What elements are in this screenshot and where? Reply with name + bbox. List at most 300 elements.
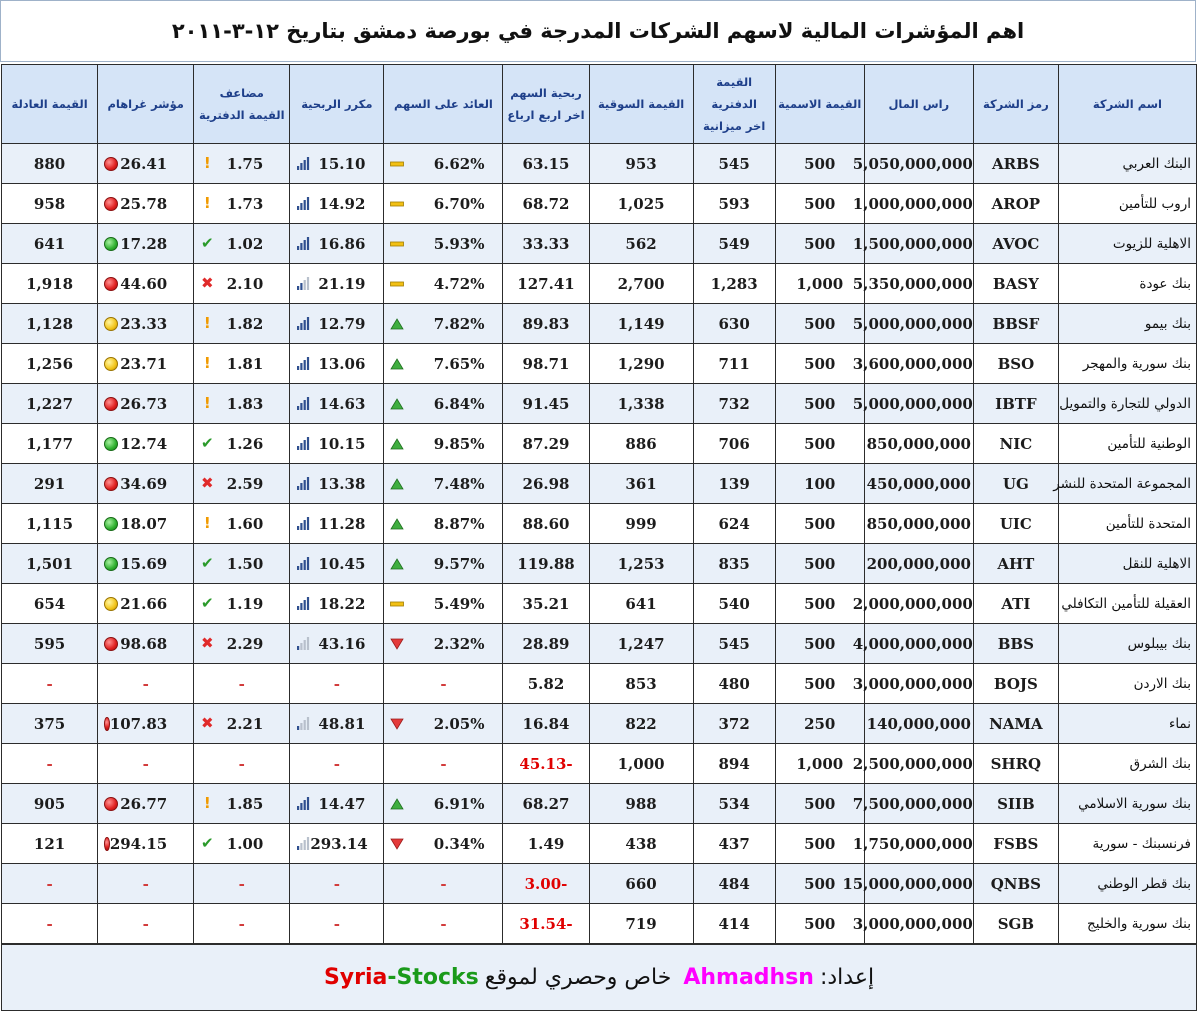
cell-symbol-value: IBTF — [995, 394, 1037, 413]
cell-pe-value: 14.63 — [318, 394, 366, 413]
cell-pe — [290, 864, 384, 904]
cell-pb-value: - — [238, 914, 245, 933]
cell-symbol-value: ARBS — [992, 154, 1040, 173]
flat-bar-icon — [390, 598, 404, 610]
cell-graham-value: 34.69 — [120, 474, 168, 493]
cell-capital-value: 850,000,000 — [866, 514, 971, 533]
table-row — [2, 344, 1197, 384]
cell-capital-value: 5,000,000,000 — [852, 314, 973, 333]
cell-pb — [194, 664, 290, 704]
cell-book-value: 593 — [718, 194, 750, 213]
cell-eps-value: 1.49 — [527, 834, 565, 853]
cell-pe — [290, 784, 384, 824]
red-circle-icon — [104, 157, 118, 171]
header-book-line2: اخر ميزانية — [703, 119, 766, 133]
cell-pb-value: 2.29 — [226, 634, 264, 653]
cell-pe — [290, 144, 384, 184]
cell-name — [1058, 224, 1196, 264]
cell-market — [589, 784, 693, 824]
cell-fair — [2, 224, 98, 264]
header-capital: راس المال — [864, 65, 973, 144]
cell-nominal — [775, 464, 864, 504]
cell-pb — [194, 184, 290, 224]
financial-indicators-table — [1, 64, 1197, 944]
cell-nominal — [775, 904, 864, 944]
cell-nominal-value: 1,000 — [796, 754, 844, 773]
bar-signal-icon — [296, 317, 310, 330]
cell-yield — [384, 344, 503, 384]
cell-nominal — [775, 504, 864, 544]
cell-yield-value: - — [440, 674, 447, 693]
cell-pe-value: 293.14 — [310, 834, 368, 853]
cell-capital-value: 1,750,000,000 — [852, 834, 973, 853]
cell-eps-value: 91.45 — [522, 394, 570, 413]
cell-capital-value: 2,500,000,000 — [852, 754, 973, 773]
cell-capital — [852, 344, 973, 384]
cell-name-value: اروب للتأمين — [1118, 195, 1191, 212]
cell-pb — [194, 264, 290, 304]
cell-nominal-value: 500 — [804, 914, 836, 933]
cell-book — [693, 224, 775, 264]
cell-symbol-value: SIIB — [997, 794, 1035, 813]
cell-eps — [503, 424, 589, 464]
cell-symbol — [973, 304, 1058, 344]
cell-nominal-value: 100 — [804, 474, 836, 493]
triangle-up-icon — [390, 798, 404, 810]
exclamation-icon: ! — [203, 354, 211, 372]
cell-market — [589, 664, 693, 704]
cell-market — [589, 184, 693, 224]
cell-fair — [2, 704, 98, 744]
cell-market-value: 719 — [625, 914, 657, 933]
cell-pb — [194, 784, 290, 824]
cell-fair — [2, 264, 98, 304]
cell-symbol-value: ATI — [1001, 594, 1031, 613]
cell-pb — [194, 624, 290, 664]
cell-capital — [852, 304, 973, 344]
cell-market — [589, 344, 693, 384]
cell-capital — [852, 264, 973, 304]
cell-symbol — [973, 264, 1058, 304]
cell-symbol-value: NAMA — [989, 714, 1043, 733]
triangle-up-icon — [390, 518, 404, 530]
cell-name — [1058, 784, 1196, 824]
cell-eps — [503, 824, 589, 864]
cell-yield-value: 9.85% — [433, 434, 485, 453]
cell-graham-value: 23.71 — [120, 354, 168, 373]
flat-bar-icon — [390, 278, 404, 290]
cell-fair — [2, 344, 98, 384]
cell-eps — [503, 584, 589, 624]
cell-pe-value: 14.92 — [318, 194, 366, 213]
cell-eps-value: 68.27 — [522, 794, 570, 813]
cell-pe — [290, 664, 384, 704]
cell-market — [589, 584, 693, 624]
cell-symbol-value: AVOC — [992, 234, 1040, 253]
cell-book-value: 372 — [718, 714, 750, 733]
cell-eps-value: 68.72 — [522, 194, 570, 213]
green-circle-icon — [104, 557, 118, 571]
cell-yield — [384, 464, 503, 504]
cell-fair — [2, 584, 98, 624]
header-symbol: رمز الشركة — [973, 65, 1058, 144]
cell-pb — [194, 344, 290, 384]
cell-name-value: الوطنية للتأمين — [1107, 435, 1191, 452]
table-row — [2, 464, 1197, 504]
green-circle-icon — [104, 517, 118, 531]
cell-pe-value: - — [333, 674, 340, 693]
cell-pb-value: 1.83 — [226, 394, 264, 413]
cell-pb-value: 1.50 — [226, 554, 264, 573]
cell-capital-value: 140,000,000 — [866, 714, 971, 733]
cell-name-value: العقيلة للتأمين التكافلي — [1061, 595, 1191, 612]
cell-yield-value: 2.05% — [433, 714, 485, 733]
cell-yield-value: 4.72% — [433, 274, 485, 293]
cell-graham-value: - — [142, 914, 149, 933]
cell-nominal-value: 500 — [804, 514, 836, 533]
cell-book — [693, 264, 775, 304]
cell-eps — [503, 904, 589, 944]
cell-market-value: 1,253 — [617, 554, 665, 573]
cell-capital-value: 3,600,000,000 — [852, 354, 973, 373]
cell-name — [1058, 704, 1196, 744]
cell-pe-value: - — [333, 914, 340, 933]
exclamation-icon: ! — [203, 514, 211, 532]
cell-graham-value: 107.83 — [109, 714, 168, 733]
cell-pe-value: - — [333, 754, 340, 773]
cell-book — [693, 144, 775, 184]
cell-nominal — [775, 824, 864, 864]
cell-graham — [98, 584, 194, 624]
cell-pe-value: 12.79 — [318, 314, 366, 333]
table-row — [2, 144, 1197, 184]
cell-nominal — [775, 184, 864, 224]
table-row — [2, 704, 1197, 744]
footer-site-part2: Stocks — [396, 965, 479, 990]
cell-pb-value: 1.02 — [226, 234, 264, 253]
cell-symbol-value: BOJS — [993, 674, 1038, 693]
cell-eps-value: -31.54 — [519, 914, 573, 933]
cell-name — [1058, 184, 1196, 224]
cell-book — [693, 664, 775, 704]
table-row — [2, 384, 1197, 424]
cell-capital — [852, 824, 973, 864]
cell-book-value: 484 — [718, 874, 750, 893]
cell-yield-value: 5.93% — [433, 234, 485, 253]
cell-pe — [290, 544, 384, 584]
cell-book-value: 139 — [718, 474, 750, 493]
cell-name-value: بنك سورية الاسلامي — [1078, 795, 1191, 812]
cell-nominal — [775, 384, 864, 424]
cell-fair-value: 1,918 — [26, 274, 74, 293]
cell-nominal-value: 500 — [804, 874, 836, 893]
cell-market — [589, 504, 693, 544]
cell-fair-value: 654 — [33, 594, 66, 613]
cell-pe — [290, 184, 384, 224]
bar-signal-icon — [296, 637, 310, 650]
header-pb — [194, 65, 290, 144]
cell-capital-value: 5,050,000,000 — [852, 154, 973, 173]
bar-signal-icon — [296, 197, 310, 210]
cell-graham-value: 21.66 — [120, 594, 168, 613]
cell-eps — [503, 384, 589, 424]
cell-book — [693, 904, 775, 944]
cell-eps — [503, 624, 589, 664]
cell-symbol — [973, 464, 1058, 504]
cell-symbol — [973, 584, 1058, 624]
cell-fair-value: 1,115 — [26, 514, 74, 533]
cell-nominal-value: 500 — [804, 634, 836, 653]
cell-symbol — [973, 424, 1058, 464]
cell-capital-value: 5,350,000,000 — [852, 274, 973, 293]
cell-pe — [290, 264, 384, 304]
cell-yield — [384, 704, 503, 744]
cell-name-value: بنك الشرق — [1129, 755, 1191, 772]
cell-name — [1053, 464, 1196, 504]
cell-pb — [194, 744, 290, 784]
cell-yield-value: 6.70% — [433, 194, 485, 213]
cell-symbol — [973, 824, 1058, 864]
cell-fair — [2, 624, 98, 664]
red-circle-icon — [104, 637, 118, 651]
cell-capital — [852, 224, 973, 264]
cell-eps — [503, 144, 589, 184]
cell-eps-value: 87.29 — [522, 434, 570, 453]
cell-graham — [98, 344, 194, 384]
cell-pb-value: 2.10 — [226, 274, 264, 293]
table-row — [2, 224, 1197, 264]
cell-fair-value: - — [46, 754, 53, 773]
cell-book — [693, 424, 775, 464]
cell-pe — [290, 584, 384, 624]
header-nominal: القيمة الاسمية — [775, 65, 864, 144]
cell-name — [1058, 544, 1196, 584]
cell-eps-value: 35.21 — [522, 594, 570, 613]
cell-pb-value: 1.73 — [226, 194, 264, 213]
cell-name — [1058, 744, 1196, 784]
cell-name — [1058, 304, 1196, 344]
cell-name-value: بنك سورية والخليج — [1087, 915, 1191, 932]
cell-eps-value: 26.98 — [522, 474, 570, 493]
cell-eps — [503, 744, 589, 784]
cell-market-value: 853 — [625, 674, 657, 693]
cell-capital-value: 850,000,000 — [866, 434, 971, 453]
cell-pb — [194, 504, 290, 544]
cell-pe-value: 13.38 — [318, 474, 366, 493]
cell-market — [589, 424, 693, 464]
cell-fair-value: 291 — [33, 474, 66, 493]
cell-fair — [2, 544, 98, 584]
checkmark-icon: ✔ — [200, 554, 214, 572]
cell-pe — [290, 344, 384, 384]
cell-name-value: بنك بيبلوس — [1127, 635, 1191, 652]
cell-market — [589, 544, 693, 584]
cell-eps-value: -45.13 — [519, 754, 573, 773]
cell-yield-value: 6.91% — [433, 794, 485, 813]
cell-pb-value: 1.60 — [226, 514, 264, 533]
cell-fair — [2, 424, 98, 464]
cell-book — [693, 304, 775, 344]
cell-capital-value: 2,000,000,000 — [852, 594, 973, 613]
cell-name-value: بنك قطر الوطني — [1097, 875, 1191, 892]
cell-eps-value: 5.82 — [527, 674, 565, 693]
cell-name — [1058, 624, 1196, 664]
cell-book-value: 545 — [718, 634, 750, 653]
cell-book-value: 414 — [718, 914, 750, 933]
cell-market — [589, 624, 693, 664]
cell-graham-value: 17.28 — [120, 234, 168, 253]
table-row — [2, 264, 1197, 304]
triangle-down-icon — [390, 638, 404, 650]
cell-capital — [852, 744, 973, 784]
cell-book-value: 732 — [718, 394, 750, 413]
cell-symbol-value: AROP — [991, 194, 1041, 213]
cell-pe — [290, 704, 384, 744]
cell-capital — [852, 184, 973, 224]
cell-pb-value: - — [238, 674, 245, 693]
cell-pb — [194, 424, 290, 464]
cell-capital — [864, 544, 973, 584]
cell-nominal — [775, 744, 864, 784]
cell-pb-value: 1.00 — [226, 834, 264, 853]
header-book-line1: القيمة الدفترية — [711, 75, 757, 111]
cell-capital-value: 450,000,000 — [866, 474, 971, 493]
cell-yield — [384, 384, 503, 424]
table-row — [2, 904, 1197, 944]
flat-bar-icon — [390, 198, 404, 210]
cell-yield-value: 9.57% — [433, 554, 485, 573]
table-row — [2, 544, 1197, 584]
cell-pb-value: - — [238, 874, 245, 893]
cell-book-value: 1,283 — [710, 274, 758, 293]
cell-graham-value: 26.73 — [120, 394, 168, 413]
cell-capital — [864, 504, 973, 544]
cell-eps — [503, 184, 589, 224]
cell-capital — [852, 784, 973, 824]
cell-market-value: 2,700 — [617, 274, 665, 293]
cell-graham — [98, 424, 194, 464]
table-row — [2, 504, 1197, 544]
triangle-up-icon — [390, 398, 404, 410]
cell-market — [589, 704, 693, 744]
cell-graham — [98, 504, 194, 544]
footer-site-part1: Syria — [323, 965, 388, 990]
cell-nominal-value: 1,000 — [796, 274, 844, 293]
cell-graham-value: 25.78 — [120, 194, 168, 213]
header-pb-line1: مضاعف — [219, 86, 264, 100]
cell-pe-value: 10.15 — [318, 434, 366, 453]
cell-market-value: 660 — [625, 874, 657, 893]
cell-pe — [290, 744, 384, 784]
cell-symbol-value: FSBS — [993, 834, 1039, 853]
cross-icon: ✖ — [200, 634, 214, 652]
cell-book — [693, 784, 775, 824]
cell-yield — [384, 784, 503, 824]
cell-market-value: 361 — [625, 474, 657, 493]
cell-graham-value: 15.69 — [120, 554, 168, 573]
cell-yield — [384, 824, 503, 864]
cell-pb-value: 1.75 — [226, 154, 264, 173]
cell-yield-value: - — [440, 914, 447, 933]
cell-name-value: الاهلية للنقل — [1122, 555, 1191, 572]
cell-book — [693, 704, 775, 744]
yellow-circle-icon — [104, 597, 118, 611]
cell-pe-value: - — [333, 874, 340, 893]
exclamation-icon: ! — [203, 394, 211, 412]
bar-signal-icon — [296, 277, 310, 290]
triangle-up-icon — [390, 438, 404, 450]
cell-pb-value: 2.21 — [226, 714, 264, 733]
cell-eps — [503, 464, 589, 504]
cell-symbol-value: SHRQ — [990, 754, 1042, 773]
bar-signal-icon — [296, 597, 310, 610]
cell-book — [693, 624, 775, 664]
cell-pe-value: 21.19 — [318, 274, 366, 293]
cell-eps-value: 127.41 — [517, 274, 575, 293]
cell-nominal — [775, 224, 864, 264]
cell-market-value: 988 — [625, 794, 657, 813]
cell-yield — [384, 304, 503, 344]
green-circle-icon — [104, 237, 118, 251]
cell-symbol-value: BSO — [997, 354, 1035, 373]
cell-nominal-value: 500 — [804, 354, 836, 373]
cell-nominal — [775, 264, 864, 304]
cell-yield — [384, 144, 503, 184]
cell-name-value: فرنسبنك - سورية — [1092, 835, 1191, 852]
cell-capital — [852, 144, 973, 184]
cell-book — [693, 504, 775, 544]
cell-market — [589, 864, 693, 904]
yellow-circle-icon — [104, 357, 118, 371]
cell-book — [693, 384, 775, 424]
table-row — [2, 784, 1197, 824]
cell-eps-value: 88.60 — [522, 514, 570, 533]
footer-middle: خاص وحصري لموقع — [484, 965, 672, 990]
flat-bar-icon — [390, 238, 404, 250]
cell-graham — [98, 384, 194, 424]
cell-fair — [2, 504, 98, 544]
bar-signal-icon — [296, 797, 310, 810]
cell-pe — [290, 504, 384, 544]
header-pe: مكرر الربحية — [290, 65, 384, 144]
cell-fair-value: 1,256 — [26, 354, 74, 373]
header-eps-line2: اخر اربع ارباع — [507, 108, 585, 122]
cell-eps-value: 89.83 — [522, 314, 570, 333]
cell-eps — [503, 264, 589, 304]
checkmark-icon: ✔ — [200, 594, 214, 612]
cell-name-value: بنك سورية والمهجر — [1082, 355, 1191, 372]
cell-yield-value: 0.34% — [433, 834, 485, 853]
cell-book-value: 540 — [718, 594, 750, 613]
cell-nominal-value: 250 — [804, 714, 836, 733]
cell-pb — [194, 544, 290, 584]
cell-eps-value: 16.84 — [522, 714, 570, 733]
cell-name — [1058, 824, 1196, 864]
cell-graham-value: 294.15 — [109, 834, 168, 853]
cell-fair — [2, 664, 98, 704]
cell-nominal-value: 500 — [804, 554, 836, 573]
cell-market-value: 1,000 — [617, 754, 665, 773]
cell-capital — [852, 384, 973, 424]
cell-graham-value: 26.77 — [120, 794, 168, 813]
cell-eps-value: 98.71 — [522, 354, 570, 373]
bar-signal-icon — [296, 157, 310, 170]
cell-yield — [384, 864, 503, 904]
cell-yield-value: 7.82% — [433, 314, 485, 333]
cell-eps-value: 28.89 — [522, 634, 570, 653]
cell-fair-value: 1,128 — [26, 314, 74, 333]
cell-pe — [290, 224, 384, 264]
